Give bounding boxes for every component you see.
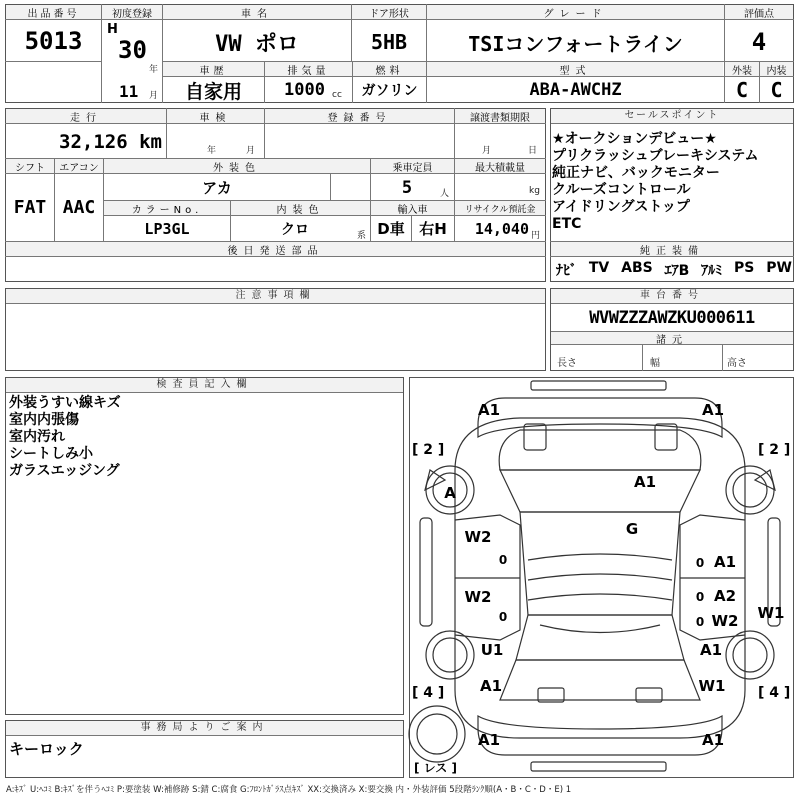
seats-label: 乗車定員 (392, 162, 433, 174)
damage-mark: W2 (464, 588, 492, 606)
recycle-fee: 14,040 (474, 219, 529, 238)
tire-rr-label: [ 4 ] (758, 685, 791, 701)
damage-mark: W2 (711, 612, 739, 630)
equipment-item: ｱﾙﾐ (701, 263, 723, 279)
inspector-note: シートしみ小 (9, 446, 93, 462)
import-type: D車 (377, 220, 405, 238)
fuel: ガソリン (361, 83, 418, 99)
damage-mark: 0 (695, 590, 705, 604)
equipment-item: TV (588, 260, 610, 276)
equipment-item: ﾅﾋﾞ (556, 263, 577, 279)
int-label: 内装 (766, 65, 787, 77)
ext-grade: C (735, 78, 749, 102)
score: 4 (751, 28, 767, 56)
ac: AAC (62, 197, 96, 218)
damage-mark: A1 (633, 473, 657, 491)
reg-month: 11 (119, 82, 139, 101)
reg-number-label: 登録番号 (327, 112, 392, 124)
chassis-label: 車台番号 (551, 289, 793, 304)
chassis-number: WVWZZZAWZKU000611 (589, 308, 755, 328)
damage-mark: A1 (477, 731, 501, 749)
tire-fr-label: [ 2 ] (758, 442, 791, 458)
seat-unit: 人 (440, 189, 450, 199)
int-color-label: 内装色 (276, 204, 325, 216)
inspection-label: 車検 (199, 112, 232, 124)
import-label: 輸入車 (397, 204, 428, 216)
equipment-label: 純正装備 (640, 245, 704, 257)
equipment-item: ABS (621, 260, 653, 276)
recycle-label: リサイクル預託金 (464, 204, 536, 215)
damage-mark: G (625, 520, 639, 538)
sales-point: 純正ナビ、バックモニター (552, 165, 720, 181)
office-text: キーロック (9, 740, 84, 758)
equipment-item: PS (734, 260, 755, 276)
int-grade: C (770, 78, 783, 102)
month-unit: 月 (149, 91, 159, 101)
height-label: 高さ (727, 358, 747, 369)
sales-point: アイドリングストップ (552, 199, 690, 215)
color-no: LP3GL (144, 219, 190, 238)
history: 自家用 (184, 80, 242, 103)
reg-era: H (107, 22, 118, 37)
office-label: 事務局よりご案内 (6, 721, 403, 736)
mileage: 32,126 km (59, 131, 162, 153)
shift-label: シフト (15, 162, 45, 174)
year-unit: 年 (149, 65, 159, 75)
transfer-month-unit: 月 (482, 146, 492, 156)
lot-label: 出品番号 (27, 8, 80, 20)
doors-label: ドア形状 (369, 8, 409, 20)
history-label: 車歴 (199, 65, 228, 77)
import-handle: 右H (419, 220, 447, 238)
damage-mark: A1 (701, 401, 725, 419)
damage-mark: 0 (498, 610, 508, 624)
grade-label: グレード (543, 8, 608, 20)
sales-point: ★オークションデビュー★ (552, 131, 717, 147)
damage-mark: A1 (479, 677, 503, 695)
inspector-note: 室内汚れ (9, 429, 65, 445)
notes-label: 注意事項欄 (6, 289, 545, 304)
model-label: 型式 (559, 65, 592, 77)
damage-mark: W1 (698, 677, 726, 695)
tire-fl-label: [ 2 ] (412, 442, 445, 458)
equipment-item: PW (766, 260, 792, 276)
damage-mark: A1 (699, 641, 723, 659)
inspection-month-unit: 月 (246, 146, 256, 156)
fuel-label: 燃料 (375, 65, 404, 77)
damage-mark: W2 (464, 528, 492, 546)
damage-mark: A2 (713, 587, 737, 605)
lot-number: 5013 (24, 27, 83, 55)
later-parts-label: 後日発送部品 (227, 245, 324, 257)
grade: TSIコンフォートライン (468, 31, 683, 56)
int-color-unit: 系 (357, 231, 367, 241)
equipment-item: ｴｱB (664, 263, 690, 279)
damage-mark: U1 (480, 641, 504, 659)
doors: 5HB (370, 30, 408, 54)
transfer-label: 譲渡書類期限 (470, 112, 530, 124)
damage-mark: 0 (498, 553, 508, 567)
score-label: 評価点 (744, 8, 774, 20)
reg-label: 初度登録 (112, 8, 152, 20)
mileage-label: 走行 (70, 112, 102, 124)
sales-point: クルーズコントロール (552, 182, 691, 198)
damage-mark: A1 (477, 401, 501, 419)
load-unit: kg (529, 186, 540, 196)
ext-label: 外装 (732, 65, 752, 77)
reg-year: 30 (118, 36, 147, 64)
model: ABA-AWCHZ (529, 80, 622, 100)
damage-mark: A (444, 484, 456, 502)
sales-points-label: セールスポイント (551, 109, 793, 124)
sales-point: ETC (552, 216, 582, 232)
inspector-note: 室内内張傷 (9, 412, 79, 428)
damage-mark: A1 (713, 553, 737, 571)
disp-unit: cc (332, 90, 342, 100)
recycle-unit: 円 (531, 231, 541, 241)
displacement: 1000 (284, 80, 325, 100)
transfer-day-unit: 日 (528, 146, 538, 156)
car-name: VW ポロ (215, 31, 299, 57)
seats: 5 (401, 178, 413, 198)
inspector-label: 検査員記入欄 (6, 378, 403, 393)
tire-rl-label: [ 4 ] (412, 685, 445, 701)
shift: FAT (13, 197, 47, 218)
length-label: 長さ (557, 358, 577, 369)
damage-mark: 0 (695, 556, 705, 570)
damage-mark: 0 (695, 615, 705, 629)
dims-label: 諸元 (656, 334, 688, 346)
car-name-label: 車名 (241, 8, 273, 20)
color-label: 外装色 (213, 162, 261, 174)
int-color: クロ (281, 221, 309, 238)
inspector-note: 外装うすい線キズ (9, 395, 121, 411)
legend: A:ｷｽﾞ U:ﾍｺﾐ B:ｷｽﾞを伴うﾍｺﾐ P:要塗装 W:補修跡 S:錆 C:腐食 G:ﾌﾛﾝﾄｶﾞﾗｽ点ｷｽﾞ XX:交換済み X:要交換 内・外装評価 5段階ﾗﾝｸ順(A・B・C・D・E) 1 (6, 785, 572, 795)
damage-mark: A1 (701, 731, 725, 749)
color-no-label: カラーNo. (131, 204, 203, 216)
sales-point: プリクラッシュブレーキシステム (552, 148, 759, 164)
inspection-year-unit: 年 (207, 146, 217, 156)
ac-label: エアコン (59, 162, 99, 174)
disp-label: 排気量 (287, 65, 330, 77)
width-label: 幅 (650, 358, 660, 369)
inspector-note: ガラスエッジング (9, 463, 120, 479)
spare-tire-label: [ レス ] (414, 761, 457, 775)
color: アカ (202, 178, 232, 197)
load-label: 最大積載量 (475, 162, 525, 174)
damage-mark: W1 (757, 604, 785, 622)
